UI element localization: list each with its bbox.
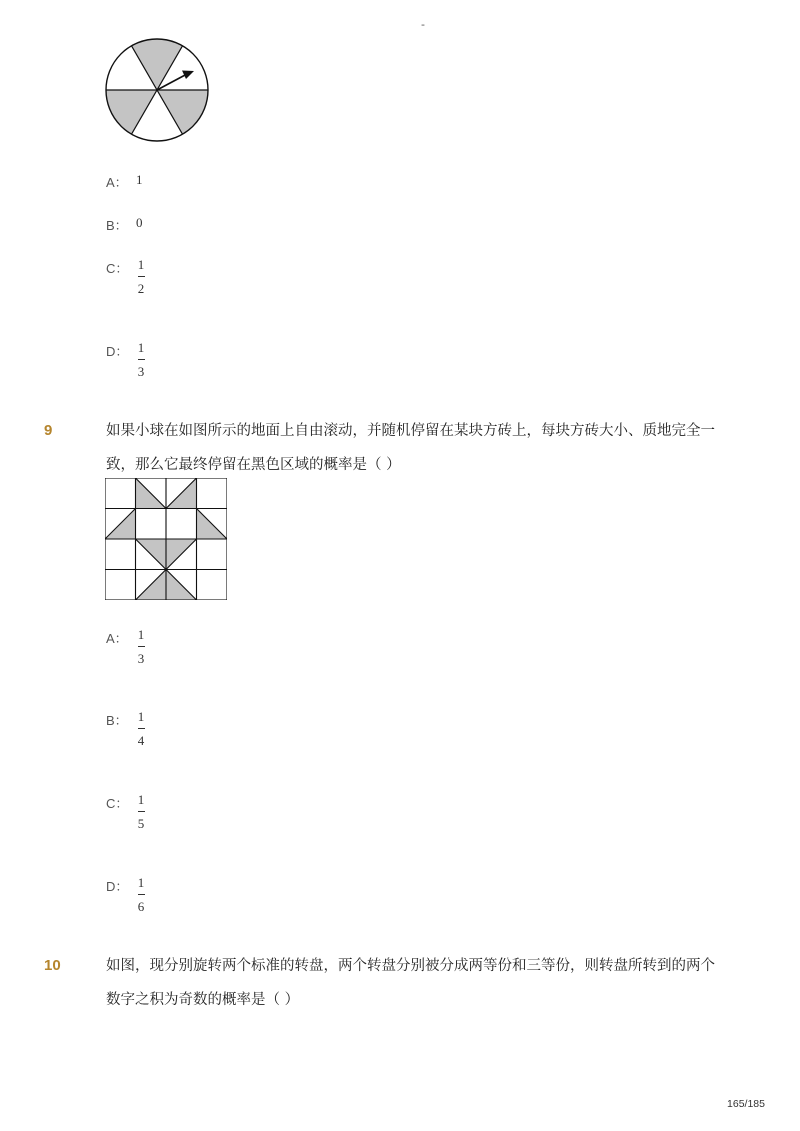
q9-text [106,414,726,482]
q9-number: 9 [44,422,53,439]
page-number: 165/185 [727,1098,765,1110]
q9-option-a-label: A： [106,631,128,646]
q9-option-b-fraction: 1 4 [137,709,145,748]
q9-option-d-label: D： [106,879,129,894]
q10-number: 10 [44,957,61,974]
q10-text [106,949,726,1017]
q8-option-d-fraction: 1 3 [137,340,145,379]
q10-text-line-2: 数字之积为奇数的概率是（ ） [106,992,300,1008]
q9-option-c-label: C： [106,796,129,811]
pointer-arrowhead-icon [182,71,194,80]
q9-text-line-2: 致，那么它最终停留在黑色区域的概率是（ ） [106,457,401,473]
q8-option-a-value: 1 [136,172,143,187]
q9-option-b-label: B： [106,713,128,728]
q8-option-b-value: 0 [136,215,143,230]
q9-option-c-fraction: 1 5 [137,792,145,831]
q8-option-b-label: B： [106,218,128,233]
spinner-sector-shaded-top [132,39,183,90]
q8-option-c-label: C： [106,261,129,276]
q10-text-line-1: 如图，现分别旋转两个标准的转盘，两个转盘分别被分成两等份和三等份，则转盘所转到的两个 [106,958,715,974]
header-dash: - [421,18,425,31]
q9-text-line-1: 如果小球在如图所示的地面上自由滚动，并随机停留在某块方砖上，每块方砖大小、质地完全一 [106,423,715,439]
q8-option-a-label: A： [106,175,128,190]
spinner-figure [104,37,210,143]
spinner-sector-shaded-bottom-right [157,90,208,134]
spinner-sector-shaded-bottom-left [106,90,157,134]
q9-option-a-fraction: 1 3 [137,627,145,666]
tile-grid-figure [105,478,227,600]
q8-option-d-label: D： [106,344,129,359]
q9-option-d-fraction: 1 6 [137,875,145,914]
q8-option-c-fraction: 1 2 [137,257,145,296]
